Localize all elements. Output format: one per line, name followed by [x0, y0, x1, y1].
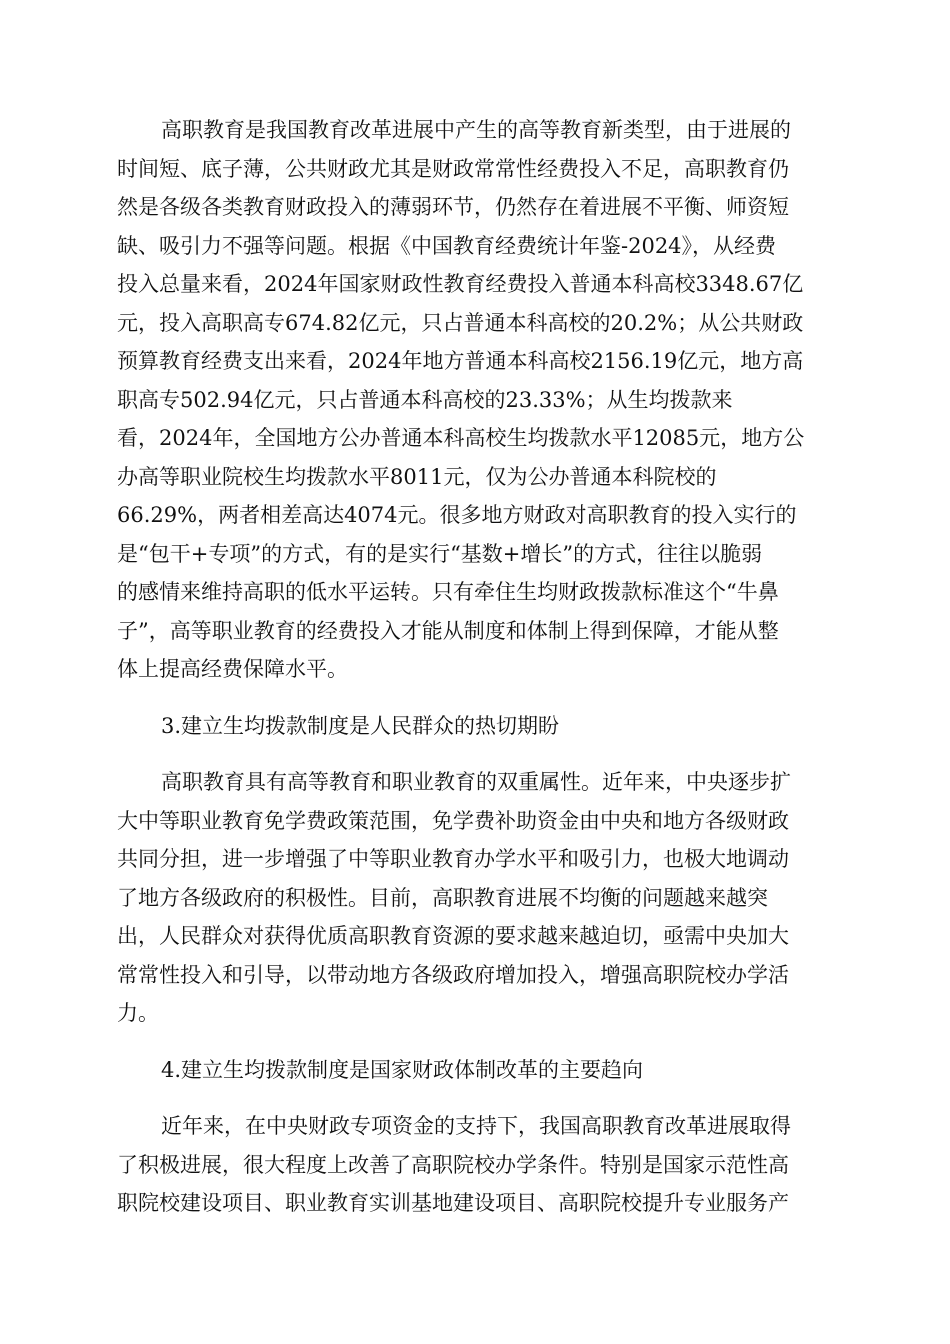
paragraph-2-line-7: 力。: [117, 1001, 159, 1025]
paragraph-1-line-15: 体上提高经费保障水平。: [117, 657, 348, 681]
paragraph-1-line-9: 看，2024年，全国地方公办普通本科高校生均拨款水平12085元，地方公: [117, 426, 805, 450]
paragraph-1-line-6: 元，投入高职高专674.82亿元，只占普通本科高校的20.2%；从公共财政: [117, 311, 804, 335]
paragraph-3-line-2: 了积极进展，很大程度上改善了高职院校办学条件。特别是国家示范性高: [117, 1153, 789, 1177]
paragraph-2-line-3: 共同分担，进一步增强了中等职业教育办学水平和吸引力，也极大地调动: [117, 847, 789, 871]
paragraph-2-line-2: 大中等职业教育免学费政策范围，免学费补助资金由中央和地方各级财政: [117, 809, 789, 833]
paragraph-1-line-13: 的感情来维持高职的低水平运转。只有牵住生均财政拨款标准这个“牛鼻: [117, 580, 779, 604]
paragraph-1-line-11: 66.29%，两者相差高达4074元。很多地方财政对高职教育的投入实行的: [117, 503, 797, 527]
paragraph-1-line-3: 然是各级各类教育财政投入的薄弱环节，仍然存在着进展不平衡、师资短: [117, 195, 789, 219]
paragraph-2-line-6: 常常性投入和引导，以带动地方各级政府增加投入，增强高职院校办学活: [117, 963, 789, 987]
paragraph-1-line-8: 职高专502.94亿元，只占普通本科高校的23.33%；从生均拨款来: [117, 388, 733, 412]
paragraph-3-line-1: 近年来，在中央财政专项资金的支持下，我国高职教育改革进展取得: [161, 1114, 791, 1138]
paragraph-3-line-3: 职院校建设项目、职业教育实训基地建设项目、高职院校提升专业服务产: [117, 1191, 789, 1215]
section-heading-4: 4.建立生均拨款制度是国家财政体制改革的主要趋向: [161, 1058, 644, 1082]
paragraph-1-line-2: 时间短、底子薄，公共财政尤其是财政常常性经费投入不足，高职教育仍: [117, 157, 789, 181]
paragraph-1-line-5: 投入总量来看，2024年国家财政性教育经费投入普通本科高校3348.67亿: [117, 272, 804, 296]
paragraph-2-line-4: 了地方各级政府的积极性。目前，高职教育进展不均衡的问题越来越突: [117, 886, 768, 910]
paragraph-1-line-4: 缺、吸引力不强等问题。根据《中国教育经费统计年鉴-2024》，从经费: [117, 234, 777, 258]
section-heading-3: 3.建立生均拨款制度是人民群众的热切期盼: [161, 714, 560, 738]
paragraph-1-line-12: 是“包干+专项”的方式，有的是实行“基数+增长”的方式，往往以脆弱: [117, 542, 763, 566]
paragraph-1-line-7: 预算教育经费支出来看，2024年地方普通本科高校2156.19亿元，地方高: [117, 349, 804, 373]
paragraph-2-line-1: 高职教育具有高等教育和职业教育的双重属性。近年来，中央逐步扩: [161, 770, 791, 794]
paragraph-2-line-5: 出，人民群众对获得优质高职教育资源的要求越来越迫切，亟需中央加大: [117, 924, 789, 948]
paragraph-1-line-10: 办高等职业院校生均拨款水平8011元，仅为公办普通本科院校的: [117, 465, 717, 489]
paragraph-1-line-1: 高职教育是我国教育改革进展中产生的高等教育新类型，由于进展的: [161, 118, 791, 142]
paragraph-1-line-14: 子”，高等职业教育的经费投入才能从制度和体制上得到保障，才能从整: [117, 619, 779, 643]
